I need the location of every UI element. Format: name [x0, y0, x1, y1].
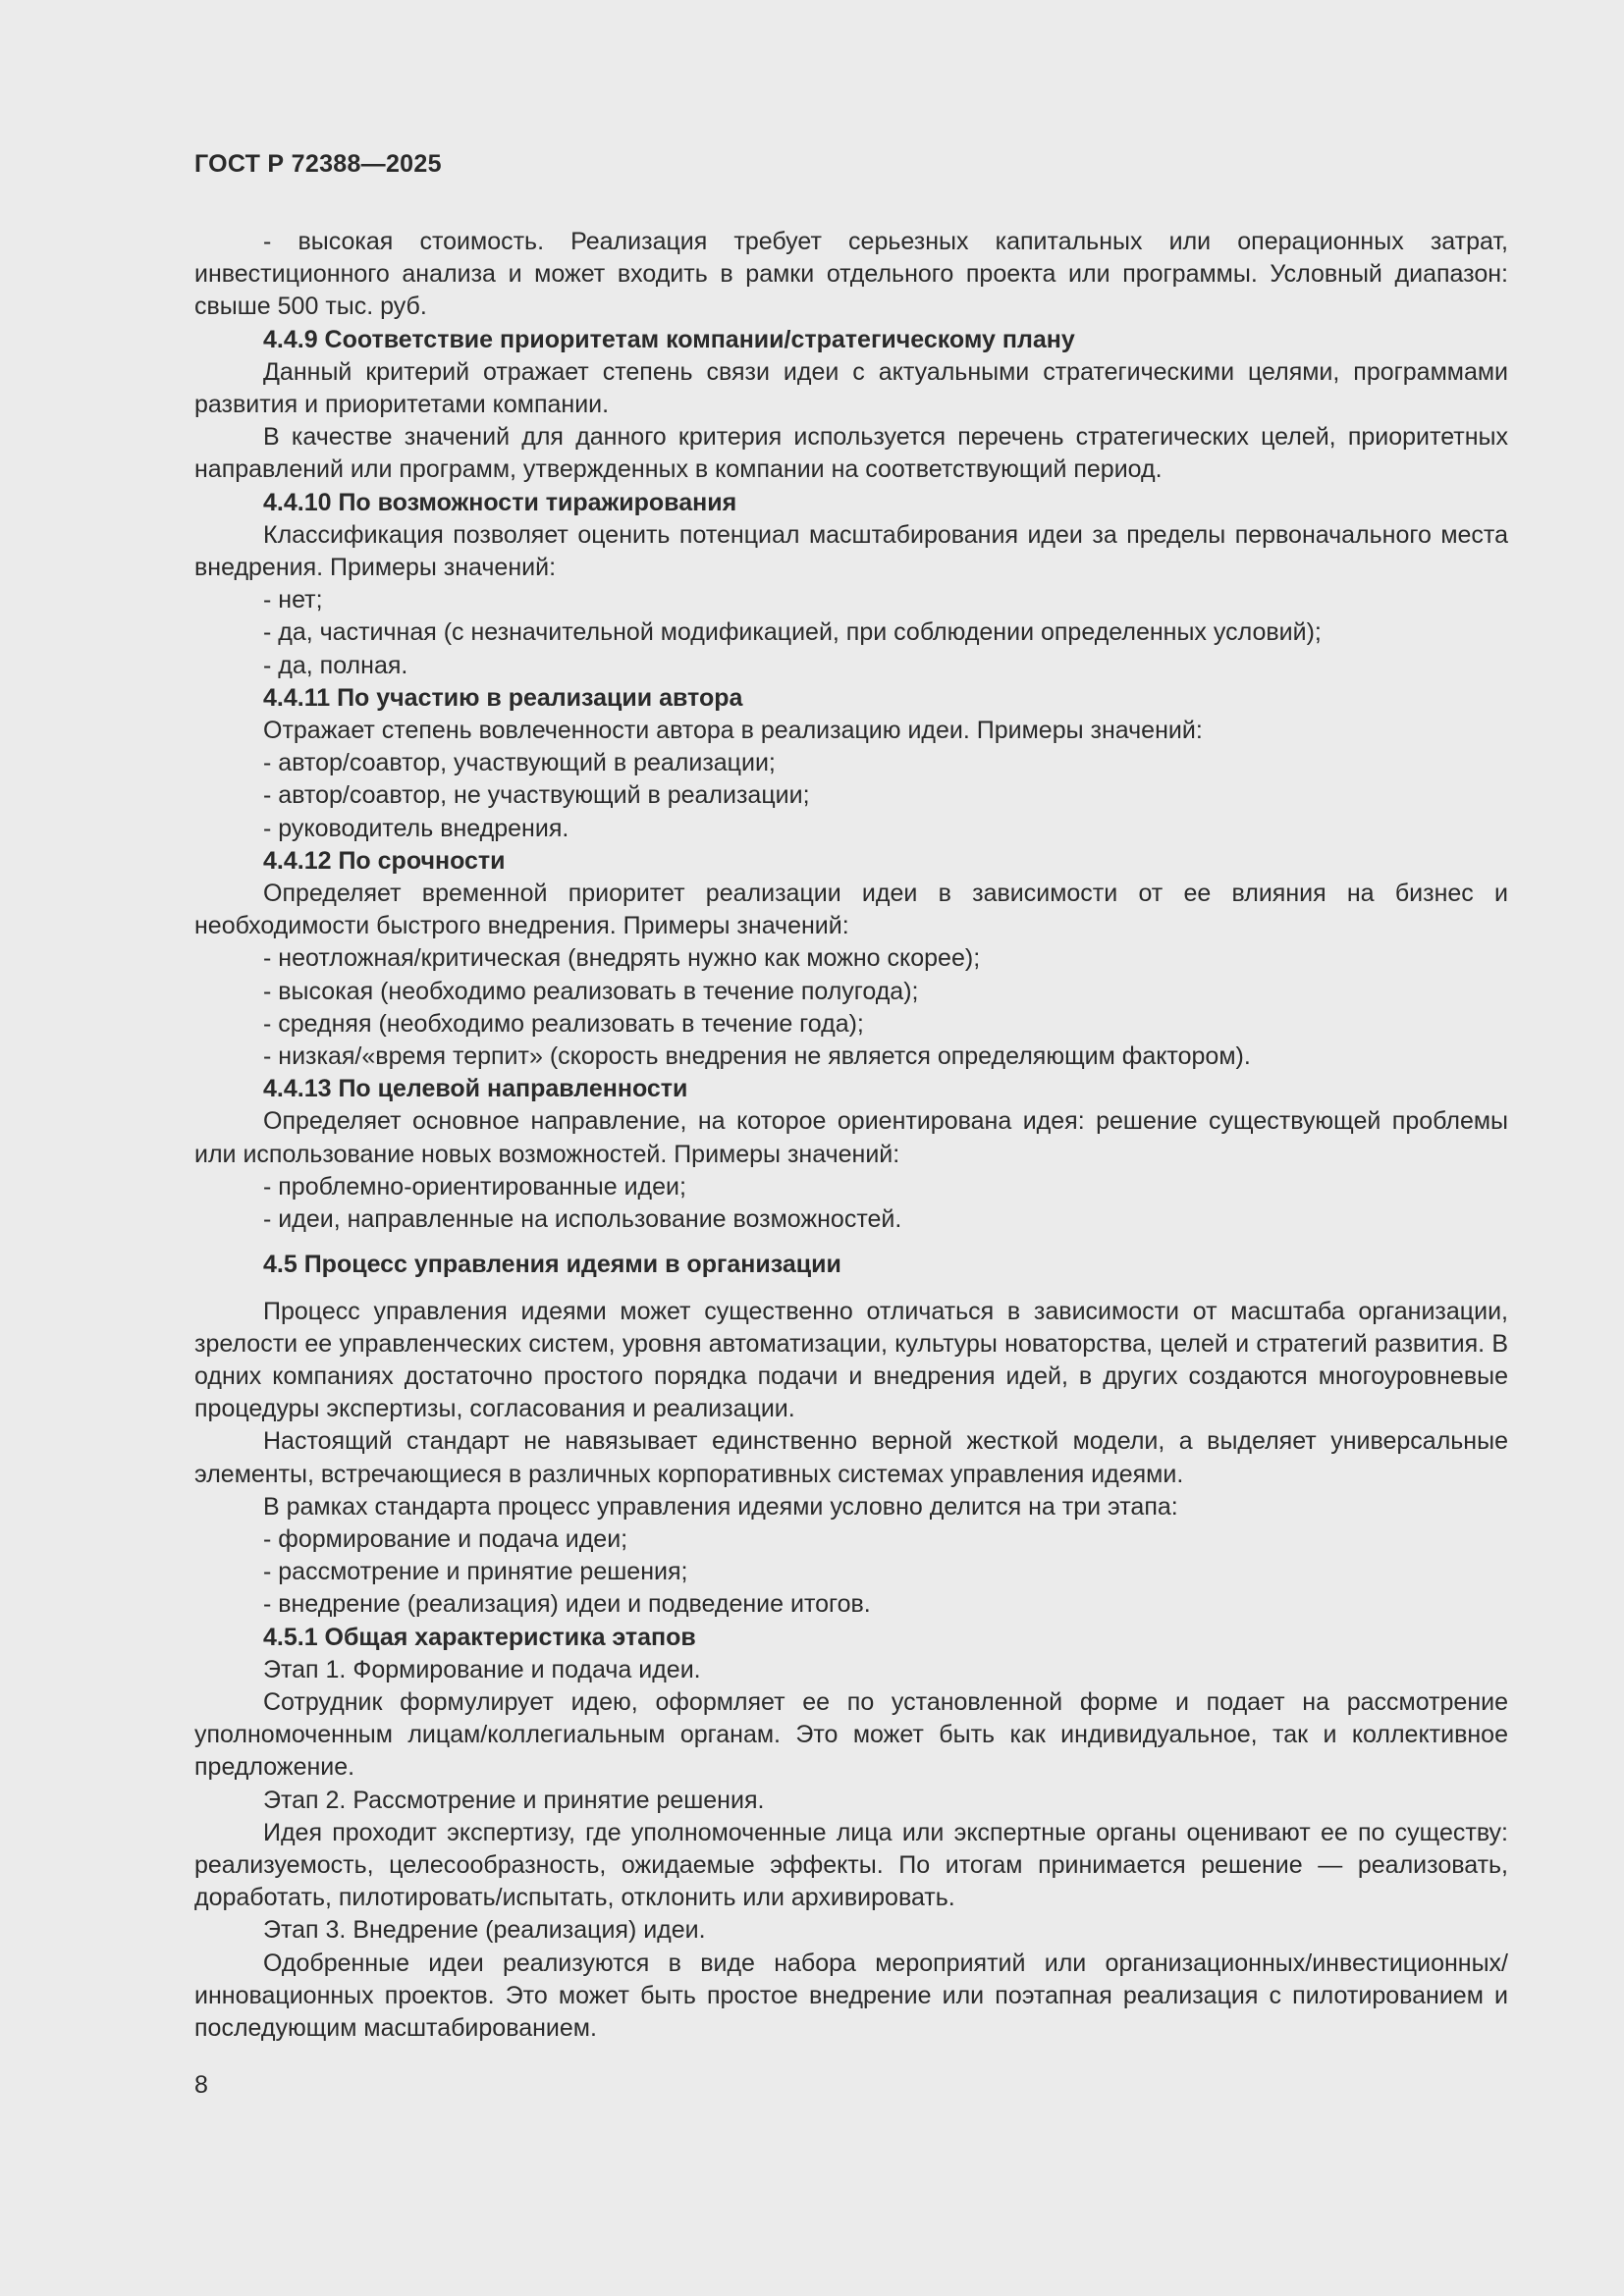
- list-item: - рассмотрение и принятие решения;: [263, 1558, 688, 1586]
- list-item: - низкая/«время терпит» (скорость внедрения не является определяющим фактором).: [263, 1042, 1251, 1071]
- paragraph: Сотрудник формулирует идею, оформляет ее по установленной форме и подает на рассмотрение уполномоченным лицам/коллегиальным органам. Это может быть как индивидуальное, так и коллективное предложение.: [194, 1687, 1508, 1782]
- paragraph: В рамках стандарта процесс управления идеями условно делится на три этапа:: [263, 1492, 1178, 1521]
- list-item: - автор/соавтор, участвующий в реализации;: [263, 749, 776, 777]
- paragraph: Этап 2. Рассмотрение и принятие решения.: [263, 1786, 765, 1814]
- list-item: - автор/соавтор, не участвующий в реализации;: [263, 781, 810, 810]
- paragraph: Процесс управления идеями может существенно отличаться в зависимости от масштаба организации, зрелости ее управленческих систем, уровня автоматизации, культуры новаторства, целей и стратегий развития. В одних компаниях достаточно простого порядка подачи и внедрения идей, в других создаются многоуровневые процедуры экспертизы, согласования и реализации.: [194, 1297, 1508, 1423]
- list-item: - внедрение (реализация) идеи и подведение итогов.: [263, 1590, 871, 1619]
- paragraph: Определяет временной приоритет реализации идеи в зависимости от ее влияния на бизнес и необходимости быстрого внедрения. Примеры значений:: [194, 880, 1508, 940]
- page-number: 8: [194, 2071, 208, 2099]
- paragraph: Отражает степень вовлеченности автора в реализацию идеи. Примеры значений:: [263, 717, 1203, 745]
- subsection-heading: 4.4.12 По срочности: [263, 846, 506, 875]
- list-item: - высокая (необходимо реализовать в течение полугода);: [263, 977, 919, 1005]
- list-item: - идеи, направленные на использование возможностей.: [263, 1205, 902, 1234]
- paragraph: Настоящий стандарт не навязывает единственно верной жесткой модели, а выделяет универсальные элементы, встречающиеся в различных корпоративных системах управления идеями.: [194, 1427, 1508, 1488]
- list-item: - нет;: [263, 586, 323, 614]
- paragraph: - высокая стоимость. Реализация требует серьезных капитальных или операционных затрат, инвестиционного анализа и может входить в рамки отдельного проекта или программы. Условный диапазон: свыше 500 тыс. руб.: [194, 228, 1508, 321]
- paragraph: Классификация позволяет оценить потенциал масштабирования идеи за пределы первоначального места внедрения. Примеры значений:: [194, 520, 1508, 582]
- subsection-heading: 4.5.1 Общая характеристика этапов: [263, 1623, 696, 1651]
- paragraph: Этап 3. Внедрение (реализация) идеи.: [263, 1916, 706, 1945]
- subsection-heading: 4.4.13 По целевой направленности: [263, 1075, 688, 1103]
- list-item: - средняя (необходимо реализовать в течение года);: [263, 1009, 864, 1038]
- list-item: - проблемно-ориентированные идеи;: [263, 1172, 686, 1201]
- paragraph: Этап 1. Формирование и подача идеи.: [263, 1655, 701, 1683]
- list-item: - руководитель внедрения.: [263, 814, 569, 842]
- paragraph: Определяет основное направление, на которое ориентирована идея: решение существующей проблемы или использование новых возможностей. Примеры значений:: [194, 1107, 1508, 1168]
- document-header: ГОСТ Р 72388—2025: [194, 150, 442, 178]
- subsection-heading: 4.4.9 Соответствие приоритетам компании/стратегическому плану: [263, 325, 1075, 353]
- list-item: - формирование и подача идеи;: [263, 1524, 628, 1553]
- document-body: [194, 226, 1508, 2045]
- paragraph: Одобренные идеи реализуются в виде набора мероприятий или организационных/инвестиционных/инновационных проектов. Это может быть простое внедрение или поэтапная реализация с пилотированием и последующим масштабированием.: [194, 1949, 1508, 2042]
- section-heading: 4.5 Процесс управления идеями в организации: [263, 1251, 841, 1279]
- list-item: - да, полная.: [263, 651, 408, 679]
- paragraph: Данный критерий отражает степень связи идеи с актуальными стратегическими целями, программами развития и приоритетами компании.: [194, 357, 1508, 419]
- list-item: - неотложная/критическая (внедрять нужно как можно скорее);: [263, 944, 981, 973]
- subsection-heading: 4.4.11 По участию в реализации автора: [263, 683, 743, 712]
- paragraph: В качестве значений для данного критерия используется перечень стратегических целей, приоритетных направлений или программ, утвержденных в компании на соответствующий период.: [194, 423, 1508, 484]
- paragraph: Идея проходит экспертизу, где уполномоченные лица или экспертные органы оценивают ее по существу: реализуемость, целесообразность, ожидаемые эффекты. По итогам принимается решение — реализовать, доработать, пилотировать/испытать, отклонить или архивировать.: [194, 1818, 1508, 1912]
- list-item: - да, частичная (с незначительной модификацией, при соблюдении определенных условий);: [263, 618, 1322, 647]
- subsection-heading: 4.4.10 По возможности тиражирования: [263, 488, 737, 516]
